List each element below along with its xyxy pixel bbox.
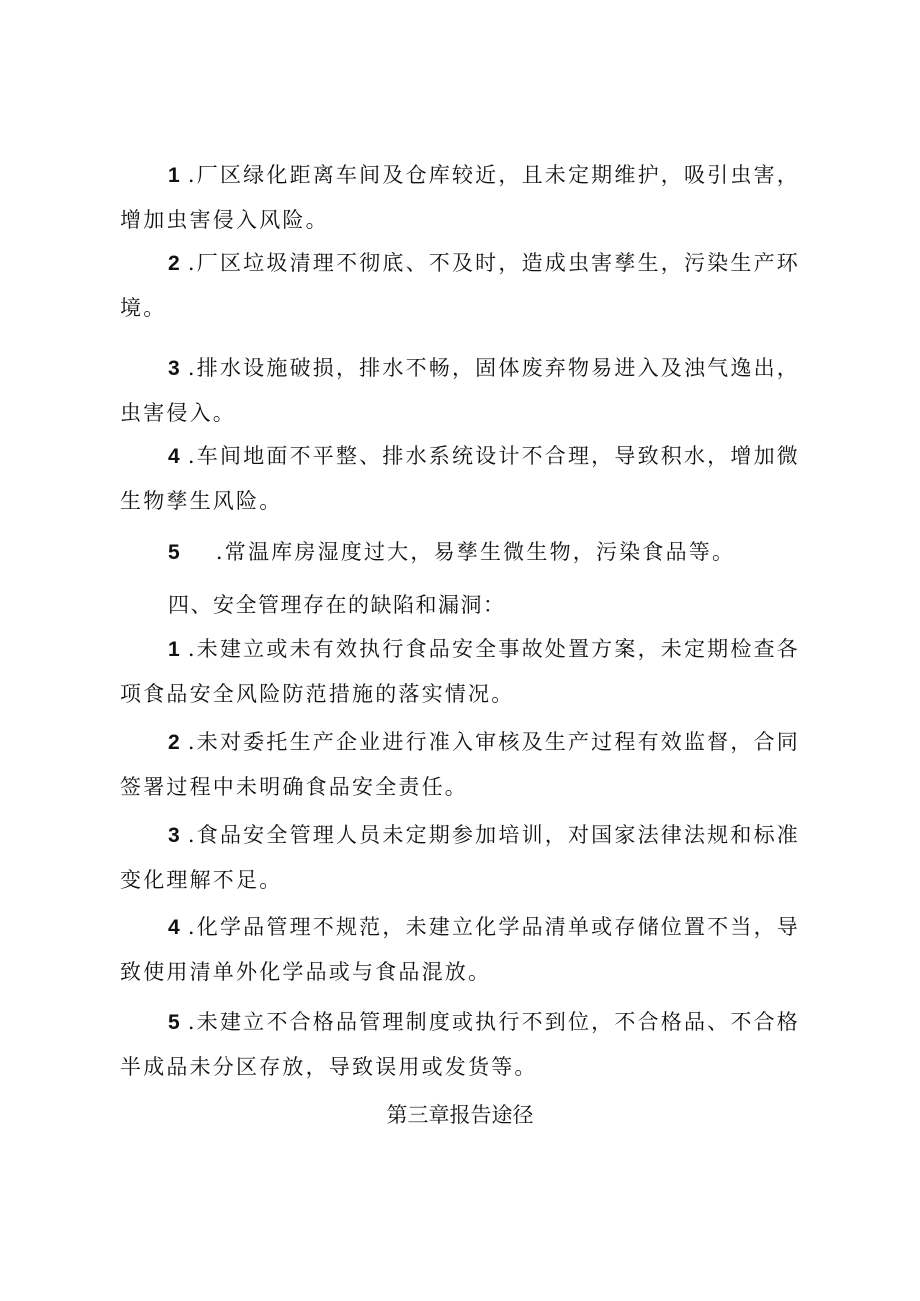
item-number: 4 [168,916,182,939]
item-text: .未建立不合格品管理制度或执行不到位，不合格品、不合格半成品未分区存放，导致误用或发货等。 [120,1010,800,1079]
paragraph-s4-item-2 [120,720,810,809]
item-text: .常温库房湿度过大，易孳生微生物，污染食品等。 [215,540,736,564]
item-text: .厂区绿化距离车间及仓库较近，且未定期维护，吸引虫害，增加虫害侵入风险。 [120,163,800,232]
item-text: .食品安全管理人员未定期参加培训，对国家法律法规和标准变化理解不足。 [120,823,800,892]
item-number: 2 [168,731,182,754]
section-heading: 四、安全管理存在的缺陷和漏洞： [168,593,506,617]
item-number: 4 [168,445,182,468]
item-number: 3 [168,824,182,847]
paragraph-s3-item-2 [120,241,810,330]
item-number: 5 [168,1011,182,1034]
paragraph-s4-item-1 [120,627,810,716]
item-number: 2 [168,252,182,275]
paragraph-s3-item-1 [120,153,810,242]
paragraph-s4-item-5 [120,1000,810,1089]
item-text: .排水设施破损，排水不畅，固体废弃物易进入及浊气逸出，虫害侵入。 [120,356,800,425]
item-number: 1 [168,638,182,661]
item-text: .化学品管理不规范，未建立化学品清单或存储位置不当，导致使用清单外化学品或与食品混放。 [120,915,800,984]
item-text: .车间地面不平整、排水系统设计不合理，导致积水，增加微生物孳生风险。 [120,444,800,513]
item-number: 1 [168,164,182,187]
paragraph-s3-item-4 [120,434,810,523]
paragraph-s3-item-3 [120,346,810,435]
chapter-title: 第三章报告途径 [386,1103,534,1127]
item-number: 5 [168,541,182,564]
paragraph-s4-item-4 [120,905,810,994]
paragraph-s4-item-3 [120,813,810,902]
item-text: .厂区垃圾清理不彻底、不及时，造成虫害孳生，污染生产环境。 [120,251,800,320]
item-text: .未建立或未有效执行食品安全事故处置方案，未定期检查各项食品安全风险防范措施的落实情况。 [120,637,800,706]
item-text: .未对委托生产企业进行准入审核及生产过程有效监督，合同签署过程中未明确食品安全责任。 [120,730,800,799]
paragraph-s3-item-5 [120,530,810,575]
item-number: 3 [168,357,182,380]
